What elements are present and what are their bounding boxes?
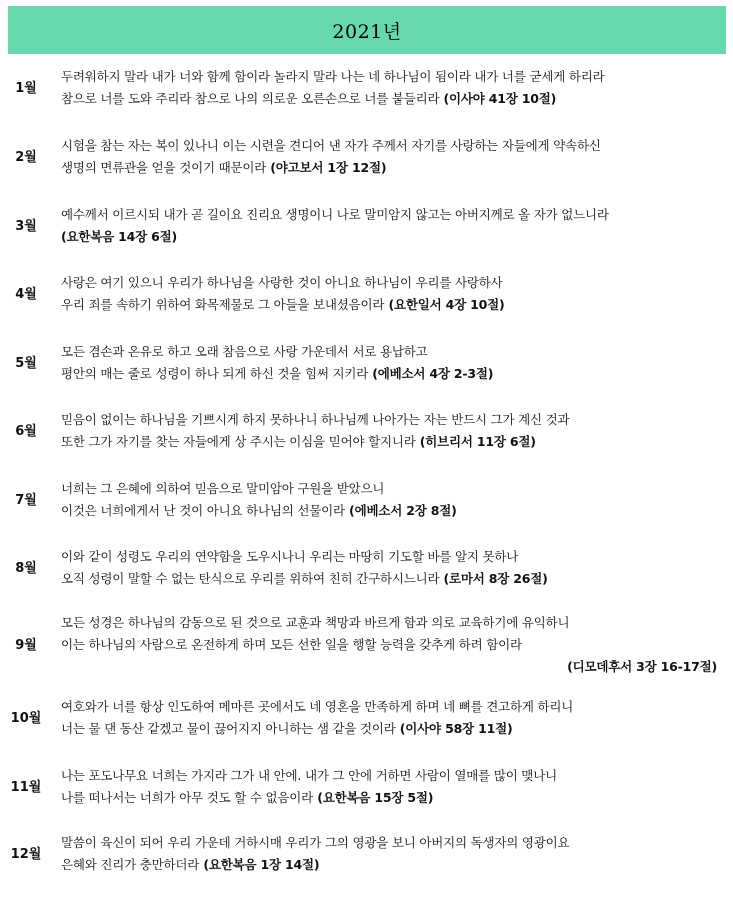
scripture-reference: (이사야 41장 10절)	[439, 91, 557, 106]
verse-text	[61, 135, 721, 179]
verse-line	[61, 478, 721, 500]
verse-text	[61, 832, 721, 876]
verse-line-text: 모든 성경은 하나님의 감동으로 된 것으로 교훈과 책망과 바르게 함과 의로 교육하기에 유익하니	[61, 615, 570, 630]
verse-line-text: 너희는 그 은혜에 의하여 믿음으로 말미암아 구원을 받았으니	[61, 481, 385, 496]
verse-line	[61, 135, 721, 157]
verse-line	[61, 718, 721, 740]
verse-line	[61, 294, 721, 316]
scripture-reference: (야고보서 1장 12절)	[266, 160, 387, 175]
scripture-reference: (요한복음 14장 6절)	[61, 229, 178, 244]
verse-line	[61, 612, 721, 634]
scripture-reference: (에베소서 2장 8절)	[344, 503, 457, 518]
month-label: 3월	[15, 219, 37, 234]
verse-text	[61, 546, 721, 590]
verse-line-text: 생명의 면류관을 얻을 것이기 때문이라	[61, 160, 267, 175]
verse-line-text: 예수께서 이르시되 내가 곧 길이요 진리요 생명이니 나로 말미암지 않고는 아버지께로 올 자가 없느니라	[61, 207, 609, 222]
verse-line-text: 이와 같이 성령도 우리의 연약함을 도우시나니 우리는 마땅히 기도할 바를 알지 못하나	[61, 549, 519, 564]
verse-line-text: 이는 하나님의 사람으로 온전하게 하며 모든 선한 일을 행할 능력을 갖추게 하려 함이라	[61, 637, 522, 652]
scripture-reference: (요한복음 1장 14절)	[199, 857, 320, 872]
verse-line-text: 평안의 매는 줄로 성령이 하나 되게 하신 것을 힘써 지키라	[61, 366, 369, 381]
verse-line-text: 나는 포도나무요 너희는 가지라 그가 내 안에. 내가 그 안에 거하면 사람이 열매를 많이 맺나니	[61, 768, 557, 783]
verse-line	[61, 88, 721, 110]
page-title: 2021년	[332, 20, 402, 43]
verse-line	[61, 546, 721, 568]
month-label: 5월	[15, 356, 37, 371]
verse-line	[61, 363, 721, 385]
verse-text	[61, 478, 721, 522]
verse-line	[61, 634, 721, 656]
scripture-reference: (에베소서 4장 2-3절)	[368, 366, 494, 381]
verse-line	[61, 568, 721, 590]
verse-line-text: 여호와가 너를 항상 인도하여 메마른 곳에서도 네 영혼을 만족하게 하며 네 뼈를 견고하게 하리니	[61, 699, 574, 714]
verse-line	[61, 431, 721, 453]
scripture-reference: (요한일서 4장 10절)	[384, 297, 505, 312]
month-label: 12월	[10, 847, 42, 862]
verse-text	[61, 272, 721, 316]
verse-line-text: 오직 성령이 말할 수 없는 탄식으로 우리를 위하여 친히 간구하시느니라	[61, 571, 440, 586]
verse-line	[61, 765, 721, 787]
verse-text	[61, 341, 721, 385]
verse-line-text: 두려워하지 말라 내가 너와 함께 함이라 놀라지 말라 나는 네 하나님이 됨이라 내가 너를 굳세게 하리라	[61, 69, 605, 84]
month-label: 2월	[15, 150, 37, 165]
verse-line	[61, 341, 721, 363]
verse-text	[61, 765, 721, 809]
verse-text	[61, 66, 721, 110]
verse-line-text: 믿음이 없이는 하나님을 기쁘시게 하지 못하나니 하나님께 나아가는 자는 반드시 그가 계신 것과	[61, 412, 570, 427]
month-label: 11월	[10, 780, 42, 795]
verse-line-text: 모든 겸손과 온유로 하고 오래 참음으로 사랑 가운데서 서로 용납하고	[61, 344, 428, 359]
verse-line-text: 너는 물 댄 동산 같겠고 물이 끊어지지 아니하는 샘 같을 것이라	[61, 721, 396, 736]
verse-line	[61, 832, 721, 854]
verse-line	[61, 272, 721, 294]
verse-line-text: 시험을 참는 자는 복이 있나니 이는 시련을 견디어 낸 자가 주께서 자기를 사랑하는 자들에게 약속하신	[61, 138, 601, 153]
scripture-reference: (이사야 58장 11절)	[395, 721, 513, 736]
verse-line	[61, 409, 721, 431]
verse-line-text: 이것은 너희에게서 난 것이 아니요 하나님의 선물이라	[61, 503, 345, 518]
scripture-reference: (로마서 8장 26절)	[439, 571, 548, 586]
month-label: 10월	[10, 711, 42, 726]
verse-line-text: 은혜와 진리가 충만하더라	[61, 857, 200, 872]
month-label: 9월	[15, 638, 37, 653]
verse-text	[61, 696, 721, 740]
month-label: 8월	[15, 561, 37, 576]
verse-line-text: 사랑은 여기 있으니 우리가 하나님을 사랑한 것이 아니요 하나님이 우리를 사랑하사	[61, 275, 503, 290]
month-label: 7월	[15, 493, 37, 508]
verse-text	[61, 409, 721, 453]
verse-line	[61, 66, 721, 88]
scripture-reference: (요한복음 15장 5절)	[313, 790, 434, 805]
verse-line-text: 참으로 너를 도와 주리라 참으로 나의 의로운 오른손으로 너를 붙들리라	[61, 91, 440, 106]
verse-line	[61, 157, 721, 179]
scripture-reference: (디모데후서 3장 16-17절)	[567, 659, 717, 674]
scripture-reference: (히브리서 11장 6절)	[415, 434, 536, 449]
verse-text	[61, 612, 721, 678]
verse-line-text: 또한 그가 자기를 찾는 자들에게 상 주시는 이심을 믿어야 할지니라	[61, 434, 416, 449]
title-banner	[8, 6, 726, 54]
verse-line	[61, 226, 721, 248]
month-label: 1월	[15, 81, 37, 96]
verse-line-text: 우리 죄를 속하기 위하여 화목제물로 그 아들을 보내셨음이라	[61, 297, 385, 312]
verse-line	[61, 500, 721, 522]
verse-line	[61, 696, 721, 718]
verse-line-text: 나를 떠나서는 너희가 아무 것도 할 수 없음이라	[61, 790, 314, 805]
verse-line	[61, 204, 721, 226]
month-label: 6월	[15, 424, 37, 439]
month-label: 4월	[15, 287, 37, 302]
verse-line	[61, 787, 721, 809]
verse-text	[61, 204, 721, 248]
verse-line-text: 말씀이 육신이 되어 우리 가운데 거하시매 우리가 그의 영광을 보니 아버지의 독생자의 영광이요	[61, 835, 570, 850]
verse-line	[61, 854, 721, 876]
